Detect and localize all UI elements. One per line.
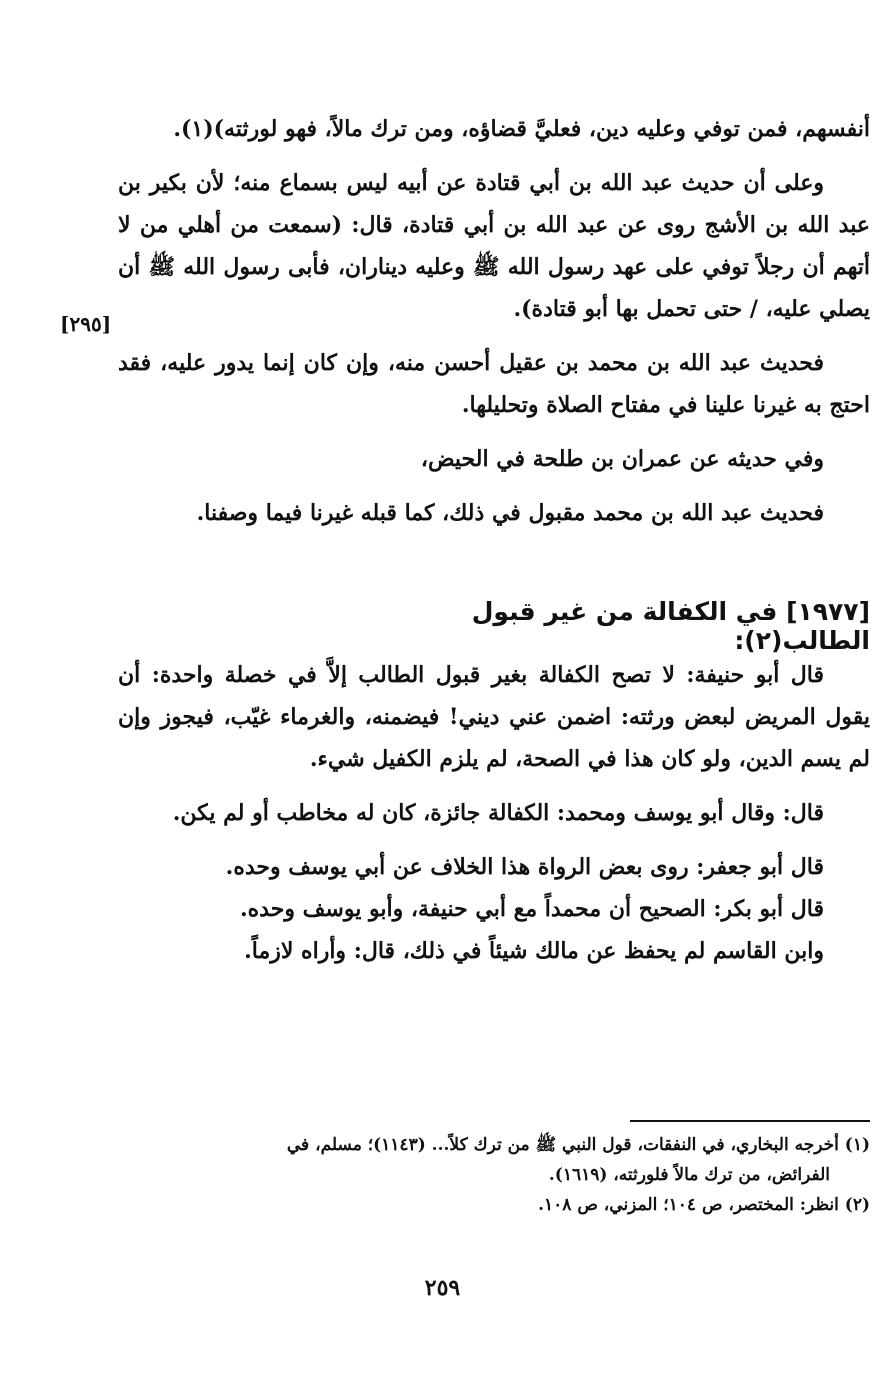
paragraph-abu-bakr: قال أبو بكر: الصحيح أن محمداً مع أبي حنيفة، وأبو يوسف وحده.	[240, 896, 824, 922]
paragraph-accepted: فحديث عبد الله بن محمد مقبول في ذلك، كما قبله غيرنا فيما وصفنا.	[196, 500, 824, 526]
footnote-divider	[630, 1120, 870, 1122]
footnote-2: (٢) انظر: المختصر، ص ١٠٤؛ المزني، ص ١٠٨.	[538, 1195, 870, 1215]
footnote-1-continuation: الفرائض، من ترك مالاً فلورثته، (١٦١٩).	[548, 1165, 830, 1185]
section-heading: [١٩٧٧] في الكفالة من غير قبول الطالب(٢):	[471, 597, 870, 655]
paragraph-hadith-chain: وعلى أن حديث عبد الله بن أبي قتادة عن أبيه ليس بسماع منه؛ لأن بكير بن عبد الله بن الأشج روى عن عبد الله بن أبي قتادة، قال: (سمعت من أهلي من لا أتهم أن رجلاً توفي على عهد رسول الله ﷺ وعليه ديناران، فأبى رسول الله ﷺ أن يصلي عليه، / حتى تحمل بها أبو قتادة).	[118, 170, 870, 322]
page-number: ٢٥٩	[424, 1275, 461, 1301]
paragraph-abu-hanifa: قال أبو حنيفة: لا تصح الكفالة بغير قبول الطالب إلاَّ في خصلة واحدة: أن يقول المريض لبعض ورثته: اضمن عني ديني! فيضمنه، والغرماء غيّب، فيجوز وإن لم يسم الدين، ولو كان هذا في الصحة، لم يلزم الكفيل شيء.	[118, 662, 870, 772]
paragraph-abu-yusuf: قال: وقال أبو يوسف ومحمد: الكفالة جائزة، كان له مخاطب أو لم يكن.	[172, 800, 824, 826]
text-block-bottom	[118, 654, 870, 972]
footnotes	[118, 1130, 870, 1220]
paragraph-imran: وفي حديثه عن عمران بن طلحة في الحيض،	[420, 446, 824, 472]
footnote-1: (١) أخرجه البخاري، في النفقات، قول النبي ﷺ من ترك كلاً... (١١٤٣)؛ مسلم، في	[286, 1135, 870, 1155]
paragraph-continuation: أنفسهم، فمن توفي وعليه دين، فعليَّ قضاؤه، ومن ترك مالاً، فهو لورثته)(١).	[173, 116, 870, 142]
text-block-top	[118, 108, 870, 534]
margin-page-marker: [٢٩٥]	[60, 312, 112, 336]
paragraph-ibn-aqil: فحديث عبد الله بن محمد بن عقيل أحسن منه، وإن كان إنما يدور عليه، فقد احتج به غيرنا علينا في مفتاح الصلاة وتحليلها.	[118, 350, 870, 418]
paragraph-ibn-qasim: وابن القاسم لم يحفظ عن مالك شيئاً في ذلك، قال: وأراه لازماً.	[244, 938, 824, 964]
paragraph-abu-jafar: قال أبو جعفر: روى بعض الرواة هذا الخلاف عن أبي يوسف وحده.	[225, 854, 824, 880]
